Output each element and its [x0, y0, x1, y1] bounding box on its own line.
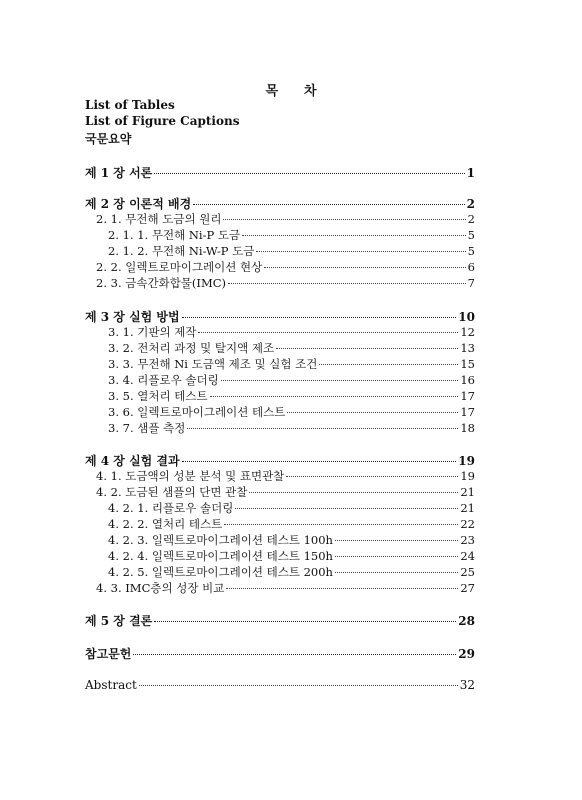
page-title: [0, 80, 582, 99]
toc-entry-section-4-2-5[interactable]: [108, 564, 475, 580]
dot-leader: [256, 251, 465, 252]
toc-entry-section-2-1-2[interactable]: [108, 243, 475, 259]
toc-entry-label: 참고문헌: [85, 647, 132, 661]
toc-entry-section-4-2-2[interactable]: [108, 516, 475, 532]
toc-entry-page: 5: [467, 228, 475, 242]
toc-entry-chapter-4[interactable]: [85, 452, 475, 469]
toc-entry-label: 3. 6. 일렉트로마이그레이션 테스트: [108, 405, 286, 419]
toc-entry-chapter-5[interactable]: [85, 612, 475, 629]
toc-entry-label: 제 2 장 이론적 배경: [85, 197, 192, 211]
toc-entry-label: 2. 1. 무전해 도금의 원리: [96, 212, 222, 226]
toc-entry-section-4-1[interactable]: [96, 468, 475, 484]
dot-leader: [228, 283, 466, 284]
dot-leader: [221, 380, 459, 381]
toc-entry-page: 23: [460, 533, 475, 547]
toc-entry-page: 18: [460, 421, 475, 435]
toc-entry-chapter-3[interactable]: [85, 308, 475, 325]
toc-entry-chapter-2[interactable]: [85, 195, 475, 212]
dot-leader: [335, 572, 458, 573]
toc-entry-section-3-2[interactable]: [108, 340, 475, 356]
toc-entry-page: 21: [460, 485, 475, 499]
dot-leader: [182, 317, 457, 318]
toc-entry-page: 12: [460, 325, 475, 339]
toc-entry-label: 2. 1. 1. 무전해 Ni-P 도금: [108, 228, 241, 242]
dot-leader: [154, 621, 456, 622]
toc-entry-page: 19: [460, 469, 475, 483]
toc-entry-page: 6: [467, 260, 475, 274]
toc-entry-label: 3. 4. 리플로우 솔더링: [108, 373, 219, 387]
dot-leader: [335, 540, 458, 541]
toc-entry-page: 19: [458, 454, 475, 468]
toc-entry-section-3-5[interactable]: [108, 388, 475, 404]
dot-leader: [335, 556, 458, 557]
toc-entry-label: 3. 7. 샘플 측정: [108, 421, 186, 435]
toc-entry-page: 16: [460, 373, 475, 387]
toc-entry-section-2-2[interactable]: [96, 259, 475, 275]
toc-entry-section-4-2-1[interactable]: [108, 500, 475, 516]
dot-leader: [226, 588, 458, 589]
dot-leader: [187, 428, 458, 429]
toc-entry-page: 17: [460, 405, 475, 419]
toc-entry-label: Abstract: [85, 678, 137, 692]
title-part-2: 차: [304, 84, 317, 99]
toc-entry-label: 제 1 장 서론: [85, 166, 153, 180]
toc-entry-section-4-3[interactable]: [96, 580, 475, 596]
toc-entry-label: 4. 2. 3. 일렉트로마이그레이션 테스트 100h: [108, 533, 333, 547]
toc-entry-label: 2. 3. 금속간화합물(IMC): [96, 276, 226, 290]
toc-entry-section-2-3[interactable]: [96, 275, 475, 291]
toc-entry-label: 4. 3. IMC층의 성장 비교: [96, 581, 225, 595]
toc-entry-section-2-1[interactable]: [96, 211, 475, 227]
toc-entry-references[interactable]: [85, 645, 475, 662]
toc-entry-section-3-7[interactable]: [108, 420, 475, 436]
toc-entry-page: 2: [467, 212, 475, 226]
dot-leader: [286, 476, 458, 477]
dot-leader: [235, 508, 458, 509]
toc-entry-label: 3. 1. 기판의 제작: [108, 325, 197, 339]
toc-entry-page: 2: [466, 197, 475, 211]
toc-entry-section-4-2[interactable]: [96, 484, 475, 500]
toc-entry-page: 1: [466, 166, 475, 180]
toc-entry-label: 4. 2. 5. 일렉트로마이그레이션 테스트 200h: [108, 565, 333, 579]
toc-entry-label: 3. 3. 무전해 Ni 도금액 제조 및 실험 조건: [108, 357, 318, 371]
dot-leader: [264, 267, 465, 268]
dot-leader: [319, 364, 458, 365]
dot-leader: [193, 204, 464, 205]
toc-entry-label: 제 5 장 결론: [85, 614, 153, 628]
toc-entry-page: 7: [467, 276, 475, 290]
front-matter-list-of-figures[interactable]: List of Figure Captions: [85, 114, 240, 128]
toc-entry-label: 제 4 장 실험 결과: [85, 454, 180, 468]
dot-leader: [249, 492, 458, 493]
toc-entry-section-4-2-3[interactable]: [108, 532, 475, 548]
toc-entry-section-3-4[interactable]: [108, 372, 475, 388]
front-matter-korean-abstract[interactable]: 국문요약: [85, 132, 132, 146]
toc-entry-label: 2. 2. 일렉트로마이그레이션 현상: [96, 260, 263, 274]
toc-entry-page: 17: [460, 389, 475, 403]
title-part-1: 목: [265, 84, 278, 99]
toc-entry-page: 5: [467, 244, 475, 258]
toc-entry-section-3-1[interactable]: [108, 324, 475, 340]
dot-leader: [198, 332, 458, 333]
toc-entry-label: 2. 1. 2. 무전해 Ni-W-P 도금: [108, 244, 255, 258]
toc-entry-section-4-2-4[interactable]: [108, 548, 475, 564]
dot-leader: [210, 396, 459, 397]
dot-leader: [154, 173, 464, 174]
dot-leader: [276, 348, 458, 349]
toc-entry-chapter-1[interactable]: [85, 164, 475, 181]
dot-leader: [182, 461, 457, 462]
toc-entry-section-3-3[interactable]: [108, 356, 475, 372]
dot-leader: [133, 654, 456, 655]
toc-entry-page: 32: [459, 678, 475, 692]
dot-leader: [223, 219, 465, 220]
toc-entry-page: 13: [460, 341, 475, 355]
toc-entry-label: 제 3 장 실험 방법: [85, 310, 180, 324]
dot-leader: [242, 235, 466, 236]
toc-entry-label: 3. 2. 전처리 과정 및 탈지액 제조: [108, 341, 275, 355]
toc-entry-page: 10: [458, 310, 475, 324]
toc-entry-page: 29: [458, 647, 475, 661]
toc-entry-label: 4. 2. 1. 리플로우 솔더링: [108, 501, 234, 515]
toc-entry-label: 4. 1. 도금액의 성분 분석 및 표면관찰: [96, 469, 285, 483]
toc-entry-label: 4. 2. 4. 일렉트로마이그레이션 테스트 150h: [108, 549, 333, 563]
toc-entry-section-2-1-1[interactable]: [108, 227, 475, 243]
toc-entry-section-3-6[interactable]: [108, 404, 475, 420]
dot-leader: [287, 412, 458, 413]
toc-entry-page: 24: [460, 549, 475, 563]
dot-leader: [139, 685, 458, 686]
toc-entry-page: 25: [460, 565, 475, 579]
toc-entry-page: 22: [460, 517, 475, 531]
toc-entry-page: 21: [460, 501, 475, 515]
toc-entry-page: 28: [458, 614, 475, 628]
toc-entry-page: 27: [460, 581, 475, 595]
toc-entry-page: 15: [460, 357, 475, 371]
toc-entry-abstract[interactable]: [85, 678, 475, 692]
toc-entry-label: 4. 2. 2. 열처리 테스트: [108, 517, 223, 531]
front-matter-list-of-tables[interactable]: List of Tables: [85, 98, 175, 112]
dot-leader: [224, 524, 458, 525]
toc-entry-label: 4. 2. 도금된 샘플의 단면 관찰: [96, 485, 248, 499]
toc-entry-label: 3. 5. 열처리 테스트: [108, 389, 208, 403]
